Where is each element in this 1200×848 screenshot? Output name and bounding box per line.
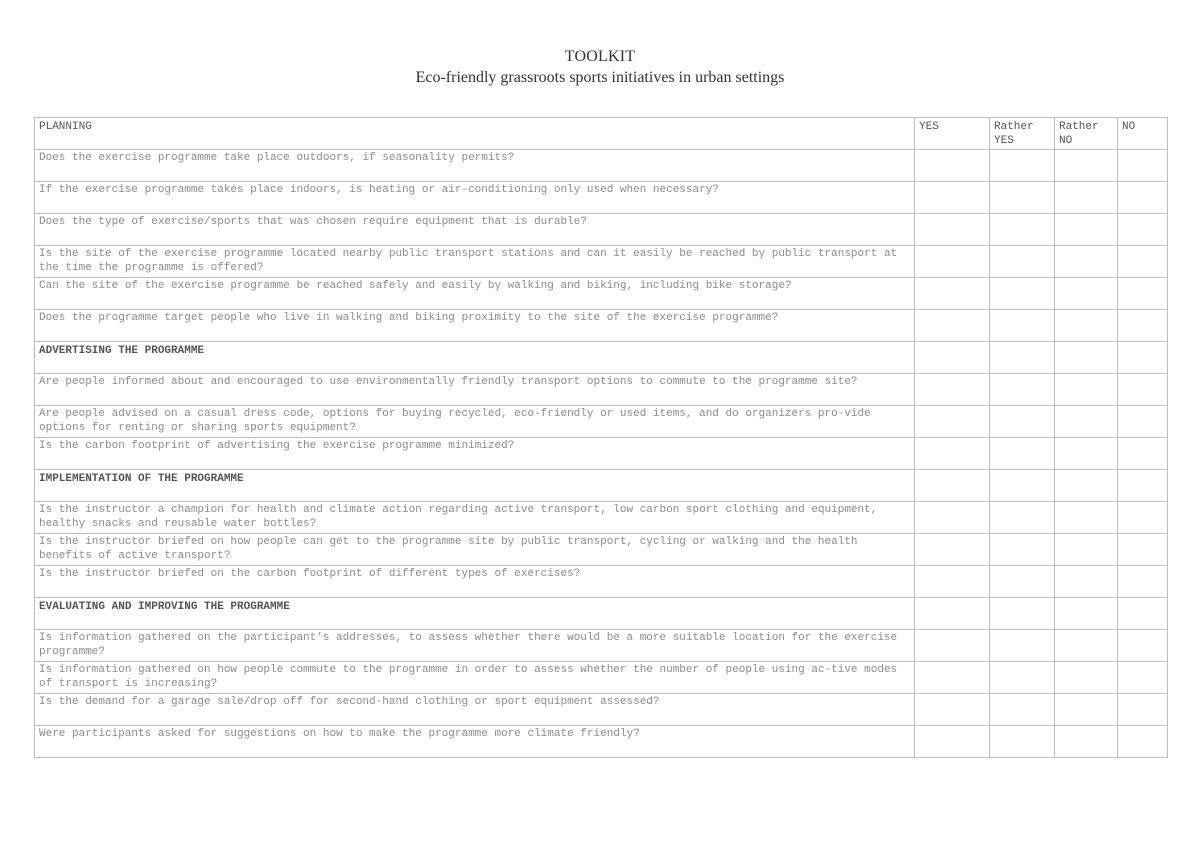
question-row	[35, 182, 1168, 214]
column-header-rather-yes	[990, 118, 1055, 150]
answer-rather-no-cell[interactable]	[1055, 502, 1118, 534]
answer-rather-yes-cell[interactable]	[990, 342, 1055, 374]
section-title: IMPLEMENTATION OF THE PROGRAMME	[35, 470, 915, 502]
document-subtitle: Eco-friendly grassroots sports initiatives in urban settings	[415, 69, 785, 86]
section-header-row	[35, 470, 1168, 502]
column-header-no: NO	[1118, 118, 1168, 150]
checklist-table	[34, 117, 1168, 758]
answer-rather-yes-cell[interactable]	[990, 694, 1055, 726]
answer-yes-cell[interactable]	[915, 150, 990, 182]
answer-yes-cell[interactable]	[915, 438, 990, 470]
answer-no-cell[interactable]	[1118, 150, 1168, 182]
answer-rather-no-cell[interactable]	[1055, 406, 1118, 438]
answer-no-cell[interactable]	[1118, 694, 1168, 726]
question-text: Does the programme target people who live in walking and biking proximity to the site of the exercise programme?	[35, 310, 915, 342]
answer-rather-yes-cell[interactable]	[990, 150, 1055, 182]
question-row	[35, 566, 1168, 598]
question-row	[35, 438, 1168, 470]
answer-yes-cell[interactable]	[915, 406, 990, 438]
answer-no-cell[interactable]	[1118, 726, 1168, 758]
answer-no-cell[interactable]	[1118, 342, 1168, 374]
question-row	[35, 534, 1168, 566]
answer-rather-yes-cell[interactable]	[990, 534, 1055, 566]
question-row	[35, 310, 1168, 342]
answer-rather-no-cell[interactable]	[1055, 534, 1118, 566]
column-header-rather-yes-line2: YES	[994, 135, 1014, 147]
answer-yes-cell[interactable]	[915, 662, 990, 694]
answer-rather-yes-cell[interactable]	[990, 310, 1055, 342]
section-header-row	[35, 342, 1168, 374]
answer-rather-yes-cell[interactable]	[990, 662, 1055, 694]
answer-yes-cell[interactable]	[915, 598, 990, 630]
question-text: Are people informed about and encouraged to use environmentally friendly transport options to commute to the programme site?	[35, 374, 915, 406]
question-text: Can the site of the exercise programme be reached safely and easily by walking and biking, including bike storage?	[35, 278, 915, 310]
answer-no-cell[interactable]	[1118, 662, 1168, 694]
section-title: EVALUATING AND IMPROVING THE PROGRAMME	[35, 598, 915, 630]
answer-no-cell[interactable]	[1118, 630, 1168, 662]
answer-no-cell[interactable]	[1118, 182, 1168, 214]
answer-yes-cell[interactable]	[915, 214, 990, 246]
question-row	[35, 150, 1168, 182]
answer-rather-yes-cell[interactable]	[990, 182, 1055, 214]
column-header-rather-no-line1: Rather	[1059, 121, 1099, 133]
question-text: If the exercise programme takes place indoors, is heating or air-conditioning only used when necessary?	[35, 182, 915, 214]
question-row	[35, 726, 1168, 758]
answer-rather-yes-cell[interactable]	[990, 374, 1055, 406]
answer-yes-cell[interactable]	[915, 310, 990, 342]
answer-rather-no-cell[interactable]	[1055, 310, 1118, 342]
answer-rather-no-cell[interactable]	[1055, 726, 1118, 758]
answer-rather-no-cell[interactable]	[1055, 662, 1118, 694]
answer-rather-no-cell[interactable]	[1055, 470, 1118, 502]
answer-rather-yes-cell[interactable]	[990, 502, 1055, 534]
answer-no-cell[interactable]	[1118, 278, 1168, 310]
question-text: Is the instructor a champion for health and climate action regarding active transport, low carbon sport clothing and equipment, healthy snacks and reusable water bottles?	[35, 502, 915, 534]
answer-rather-yes-cell[interactable]	[990, 278, 1055, 310]
column-header-rather-no	[1055, 118, 1118, 150]
column-header-yes: YES	[915, 118, 990, 150]
question-text: Is the site of the exercise programme located nearby public transport stations and can it easily be reached by public transport at the time the programme is offered?	[35, 246, 915, 278]
answer-rather-yes-cell[interactable]	[990, 630, 1055, 662]
answer-no-cell[interactable]	[1118, 374, 1168, 406]
answer-no-cell[interactable]	[1118, 534, 1168, 566]
answer-no-cell[interactable]	[1118, 214, 1168, 246]
answer-rather-no-cell[interactable]	[1055, 182, 1118, 214]
checklist-body	[35, 118, 1168, 758]
column-header-rather-no-line2: NO	[1059, 135, 1073, 147]
answer-no-cell[interactable]	[1118, 502, 1168, 534]
question-row	[35, 406, 1168, 438]
question-text: Is information gathered on how people commute to the programme in order to assess whether the number of people using ac-tive modes of transport is increasing?	[35, 662, 915, 694]
answer-no-cell[interactable]	[1118, 310, 1168, 342]
answer-yes-cell[interactable]	[915, 374, 990, 406]
question-text: Were participants asked for suggestions on how to make the programme more climate friendly?	[35, 726, 915, 758]
answer-rather-no-cell[interactable]	[1055, 342, 1118, 374]
answer-rather-no-cell[interactable]	[1055, 150, 1118, 182]
answer-rather-no-cell[interactable]	[1055, 246, 1118, 278]
section-header-row	[35, 598, 1168, 630]
answer-rather-yes-cell[interactable]	[990, 438, 1055, 470]
question-row	[35, 630, 1168, 662]
question-row	[35, 278, 1168, 310]
answer-rather-no-cell[interactable]	[1055, 630, 1118, 662]
question-row	[35, 694, 1168, 726]
answer-rather-no-cell[interactable]	[1055, 694, 1118, 726]
answer-rather-no-cell[interactable]	[1055, 566, 1118, 598]
question-row	[35, 502, 1168, 534]
question-row	[35, 246, 1168, 278]
answer-yes-cell[interactable]	[915, 278, 990, 310]
question-row	[35, 214, 1168, 246]
section-title: PLANNING	[35, 118, 915, 150]
answer-rather-no-cell[interactable]	[1055, 598, 1118, 630]
answer-no-cell[interactable]	[1118, 438, 1168, 470]
answer-yes-cell[interactable]	[915, 342, 990, 374]
question-text: Is the instructor briefed on how people can get to the programme site by public transport, cycling or walking and the health benefits of active transport?	[35, 534, 915, 566]
answer-yes-cell[interactable]	[915, 246, 990, 278]
answer-no-cell[interactable]	[1118, 406, 1168, 438]
question-row	[35, 374, 1168, 406]
question-text: Is information gathered on the participant’s addresses, to assess whether there would be a more suitable location for the exercise programme?	[35, 630, 915, 662]
answer-yes-cell[interactable]	[915, 182, 990, 214]
question-text: Is the instructor briefed on the carbon footprint of different types of exercises?	[35, 566, 915, 598]
answer-no-cell[interactable]	[1118, 566, 1168, 598]
document-header	[0, 47, 1200, 89]
question-text: Is the demand for a garage sale/drop off for second-hand clothing or sport equipment assessed?	[35, 694, 915, 726]
answer-yes-cell[interactable]	[915, 534, 990, 566]
question-row	[35, 662, 1168, 694]
question-text: Does the exercise programme take place outdoors, if seasonality permits?	[35, 150, 915, 182]
document-title: TOOLKIT	[564, 48, 636, 65]
answer-no-cell[interactable]	[1118, 598, 1168, 630]
answer-no-cell[interactable]	[1118, 470, 1168, 502]
column-header-rather-yes-line1: Rather	[994, 121, 1034, 133]
answer-rather-yes-cell[interactable]	[990, 598, 1055, 630]
answer-rather-yes-cell[interactable]	[990, 470, 1055, 502]
answer-rather-yes-cell[interactable]	[990, 406, 1055, 438]
question-text: Does the type of exercise/sports that was chosen require equipment that is durable?	[35, 214, 915, 246]
answer-rather-no-cell[interactable]	[1055, 374, 1118, 406]
section-title: ADVERTISING THE PROGRAMME	[35, 342, 915, 374]
answer-no-cell[interactable]	[1118, 246, 1168, 278]
answer-rather-yes-cell[interactable]	[990, 566, 1055, 598]
answer-yes-cell[interactable]	[915, 470, 990, 502]
answer-rather-yes-cell[interactable]	[990, 246, 1055, 278]
question-text: Is the carbon footprint of advertising the exercise programme minimized?	[35, 438, 915, 470]
answer-yes-cell[interactable]	[915, 566, 990, 598]
answer-rather-yes-cell[interactable]	[990, 726, 1055, 758]
answer-rather-no-cell[interactable]	[1055, 214, 1118, 246]
answer-rather-no-cell[interactable]	[1055, 438, 1118, 470]
answer-yes-cell[interactable]	[915, 694, 990, 726]
answer-rather-no-cell[interactable]	[1055, 278, 1118, 310]
question-text: Are people advised on a casual dress code, options for buying recycled, eco-friendly or used items, and do organizers pro-vide options for renting or sharing sports equipment?	[35, 406, 915, 438]
answer-yes-cell[interactable]	[915, 726, 990, 758]
answer-yes-cell[interactable]	[915, 630, 990, 662]
answer-yes-cell[interactable]	[915, 502, 990, 534]
section-header-row	[35, 118, 1168, 150]
answer-rather-yes-cell[interactable]	[990, 214, 1055, 246]
